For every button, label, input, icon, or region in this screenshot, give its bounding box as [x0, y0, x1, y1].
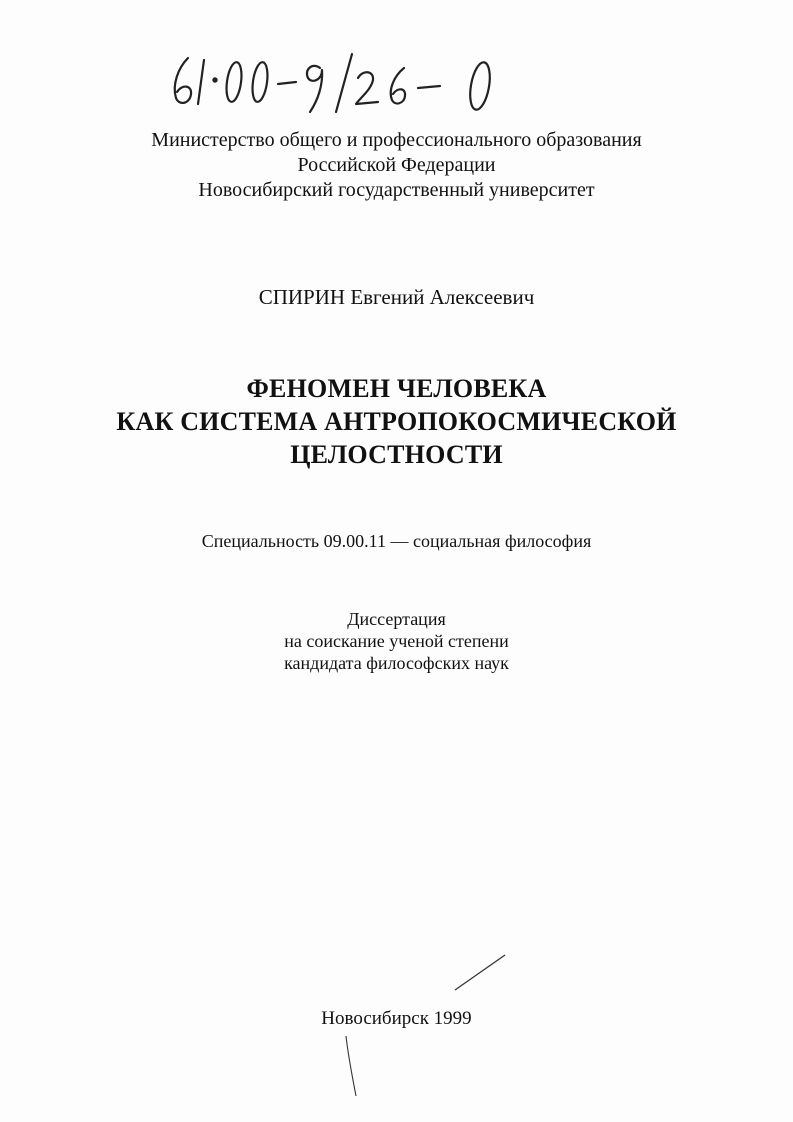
ministry-line-3: Новосибирский государственный университет [198, 179, 595, 201]
degree-line-3: кандидата философских наук [284, 653, 509, 673]
ministry-line-2: Российской Федерации [297, 154, 496, 176]
title-line-3: ЦЕЛОСТНОСТИ [290, 440, 503, 469]
pen-stroke-diagonal [455, 955, 505, 990]
title-line-2: КАК СИСТЕМА АНТРОПОКОСМИЧЕСКОЙ [116, 407, 677, 436]
city-year: Новосибирск 1999 [321, 1008, 472, 1029]
pen-stroke-vertical [346, 1036, 356, 1096]
handwritten-archive-number [160, 40, 540, 120]
ministry-block [0, 128, 793, 203]
title-line-1: ФЕНОМЕН ЧЕЛОВЕКА [246, 374, 547, 403]
dissertation-title [0, 372, 793, 471]
ministry-line-1: Министерство общего и профессионального образования [151, 129, 642, 151]
specialty-line: Специальность 09.00.11 — социальная философия [201, 531, 592, 551]
degree-line-2: на соискание ученой степени [284, 631, 509, 651]
degree-block [0, 608, 793, 674]
degree-line-1: Диссертация [347, 609, 446, 629]
author-name: СПИРИН Евгений Алексеевич [258, 285, 535, 309]
